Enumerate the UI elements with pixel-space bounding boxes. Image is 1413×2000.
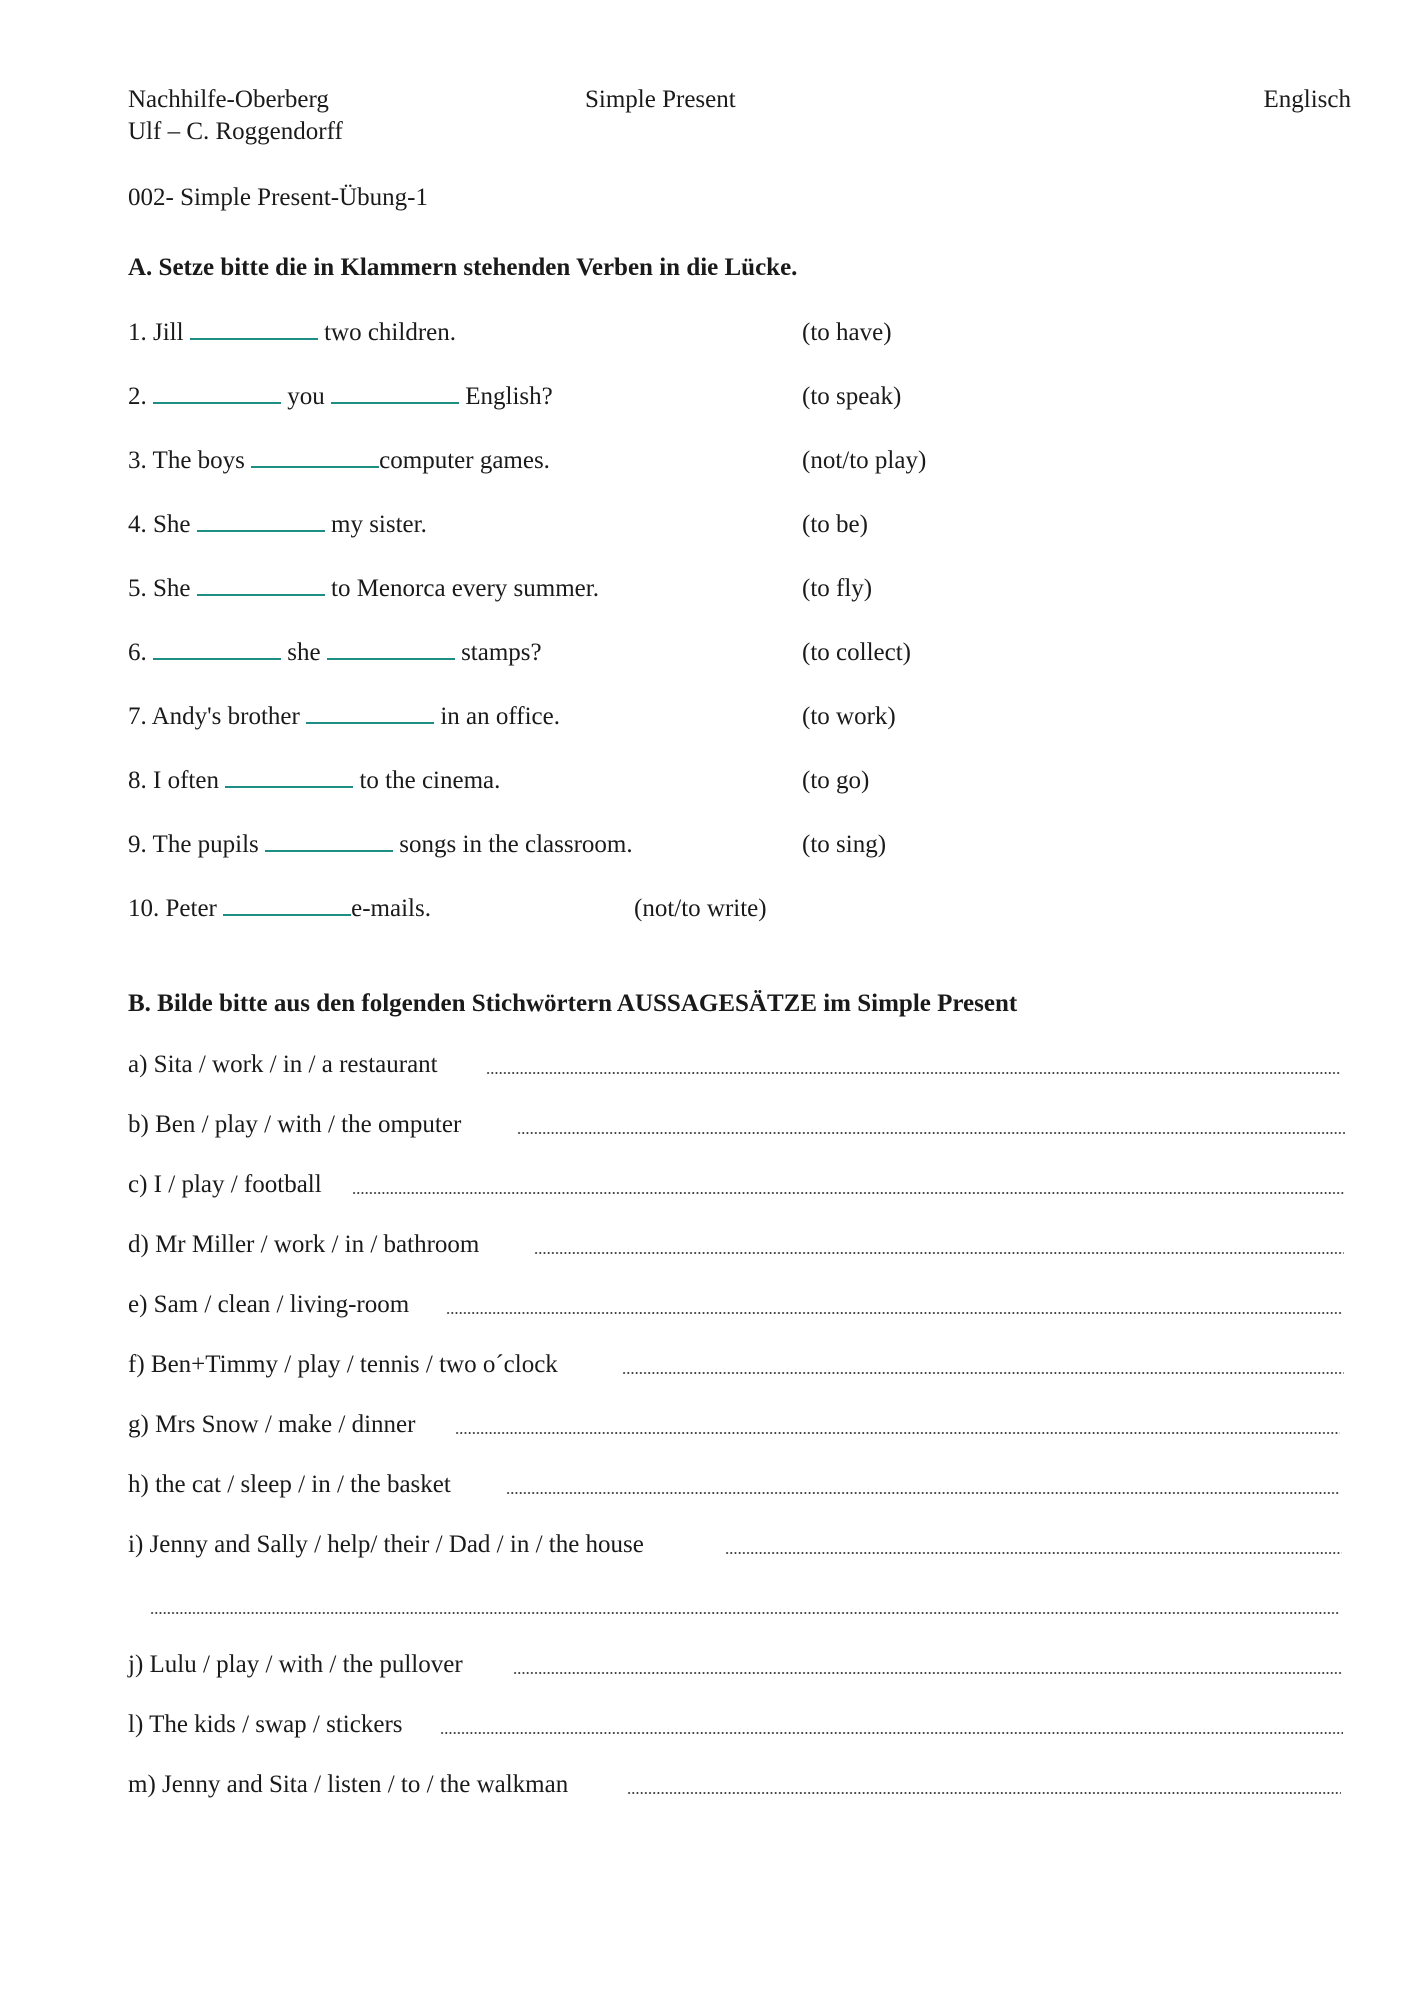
item-suffix: English? bbox=[459, 383, 553, 410]
verb-hint: (to collect) bbox=[802, 639, 911, 666]
item-prefix: 8. I often bbox=[128, 767, 226, 794]
answer-blank[interactable] bbox=[197, 528, 325, 532]
answer-line[interactable] bbox=[446, 1312, 1343, 1314]
exercise-item bbox=[128, 512, 427, 537]
verb-hint: (to go) bbox=[802, 767, 870, 794]
prompt-item: h) the cat / sleep / in / the basket bbox=[128, 1471, 451, 1498]
verb-hint: (to speak) bbox=[802, 383, 902, 410]
answer-blank[interactable] bbox=[306, 720, 434, 724]
section-a-heading: A. Setze bitte die in Klammern stehenden Verben in die Lücke. bbox=[128, 254, 798, 281]
header-topic: Simple Present bbox=[585, 86, 736, 113]
exercise-item bbox=[128, 448, 550, 473]
verb-hint: (to have) bbox=[802, 319, 892, 346]
answer-blank[interactable] bbox=[153, 656, 281, 660]
answer-line[interactable] bbox=[440, 1732, 1343, 1734]
section-b-heading: B. Bilde bitte aus den folgenden Stichwörtern AUSSAGESÄTZE im Simple Present bbox=[128, 990, 1018, 1017]
prompt-item: j) Lulu / play / with / the pullover bbox=[128, 1651, 463, 1678]
prompt-item: f) Ben+Timmy / play / tennis / two o´clock bbox=[128, 1351, 558, 1378]
item-prefix: 5. She bbox=[128, 575, 197, 602]
answer-line[interactable] bbox=[150, 1612, 1340, 1614]
verb-hint: (to work) bbox=[802, 703, 896, 730]
exercise-item bbox=[128, 576, 599, 601]
answer-blank[interactable] bbox=[331, 400, 459, 404]
item-suffix: e-mails. bbox=[351, 895, 431, 922]
answer-blank[interactable] bbox=[190, 336, 318, 340]
answer-line[interactable] bbox=[622, 1372, 1344, 1374]
verb-hint: (not/to write) bbox=[634, 895, 767, 922]
verb-hint: (not/to play) bbox=[802, 447, 927, 474]
item-prefix: 4. She bbox=[128, 511, 197, 538]
header-author: Ulf – C. Roggendorff bbox=[128, 118, 343, 145]
exercise-item bbox=[128, 704, 560, 729]
exercise-item bbox=[128, 384, 553, 409]
prompt-item: b) Ben / play / with / the omputer bbox=[128, 1111, 462, 1138]
prompt-item: e) Sam / clean / living-room bbox=[128, 1291, 410, 1318]
item-prefix: 3. The boys bbox=[128, 447, 252, 474]
prompt-item: c) I / play / football bbox=[128, 1171, 322, 1198]
answer-blank[interactable] bbox=[223, 912, 351, 916]
exercise-item bbox=[128, 896, 431, 921]
prompt-item: i) Jenny and Sally / help/ their / Dad / in / the house bbox=[128, 1531, 644, 1558]
answer-line[interactable] bbox=[486, 1072, 1341, 1074]
prompt-item: m) Jenny and Sita / listen / to / the walkman bbox=[128, 1771, 569, 1798]
prompt-item: a) Sita / work / in / a restaurant bbox=[128, 1051, 438, 1078]
prompt-item: l) The kids / swap / stickers bbox=[128, 1711, 403, 1738]
item-suffix: songs in the classroom. bbox=[393, 831, 633, 858]
item-middle: she bbox=[281, 639, 327, 666]
prompt-item: d) Mr Miller / work / in / bathroom bbox=[128, 1231, 480, 1258]
item-middle: you bbox=[281, 383, 331, 410]
prompt-item: g) Mrs Snow / make / dinner bbox=[128, 1411, 416, 1438]
item-suffix: in an office. bbox=[434, 703, 560, 730]
document-title: 002- Simple Present-Übung-1 bbox=[128, 184, 428, 211]
header-subject: Englisch bbox=[1263, 86, 1351, 113]
answer-blank[interactable] bbox=[265, 848, 393, 852]
item-prefix: 10. Peter bbox=[128, 895, 224, 922]
answer-line[interactable] bbox=[513, 1672, 1343, 1674]
item-prefix: 7. Andy's brother bbox=[128, 703, 307, 730]
item-prefix: 1. Jill bbox=[128, 319, 190, 346]
verb-hint: (to sing) bbox=[802, 831, 887, 858]
answer-line[interactable] bbox=[534, 1252, 1344, 1254]
item-suffix: to the cinema. bbox=[353, 767, 501, 794]
item-suffix: two children. bbox=[317, 319, 456, 346]
answer-blank[interactable] bbox=[251, 464, 379, 468]
item-suffix: computer games. bbox=[379, 447, 550, 474]
answer-line[interactable] bbox=[517, 1132, 1345, 1134]
item-suffix: my sister. bbox=[324, 511, 427, 538]
item-suffix: to Menorca every summer. bbox=[324, 575, 599, 602]
exercise-item bbox=[128, 320, 456, 345]
item-prefix: 2. bbox=[128, 383, 153, 410]
answer-line[interactable] bbox=[627, 1792, 1341, 1794]
answer-blank[interactable] bbox=[153, 400, 281, 404]
verb-hint: (to be) bbox=[802, 511, 868, 538]
exercise-item bbox=[128, 640, 542, 665]
exercise-item bbox=[128, 832, 633, 857]
answer-line[interactable] bbox=[725, 1552, 1342, 1554]
item-prefix: 9. The pupils bbox=[128, 831, 266, 858]
answer-blank[interactable] bbox=[327, 656, 455, 660]
item-prefix: 6. bbox=[128, 639, 153, 666]
item-suffix: stamps? bbox=[454, 639, 542, 666]
exercise-item bbox=[128, 768, 500, 793]
answer-blank[interactable] bbox=[197, 592, 325, 596]
header-school: Nachhilfe-Oberberg bbox=[128, 86, 329, 113]
verb-hint: (to fly) bbox=[802, 575, 873, 602]
answer-line[interactable] bbox=[352, 1192, 1344, 1194]
answer-line[interactable] bbox=[455, 1432, 1340, 1434]
answer-line[interactable] bbox=[506, 1492, 1340, 1494]
answer-blank[interactable] bbox=[225, 784, 353, 788]
